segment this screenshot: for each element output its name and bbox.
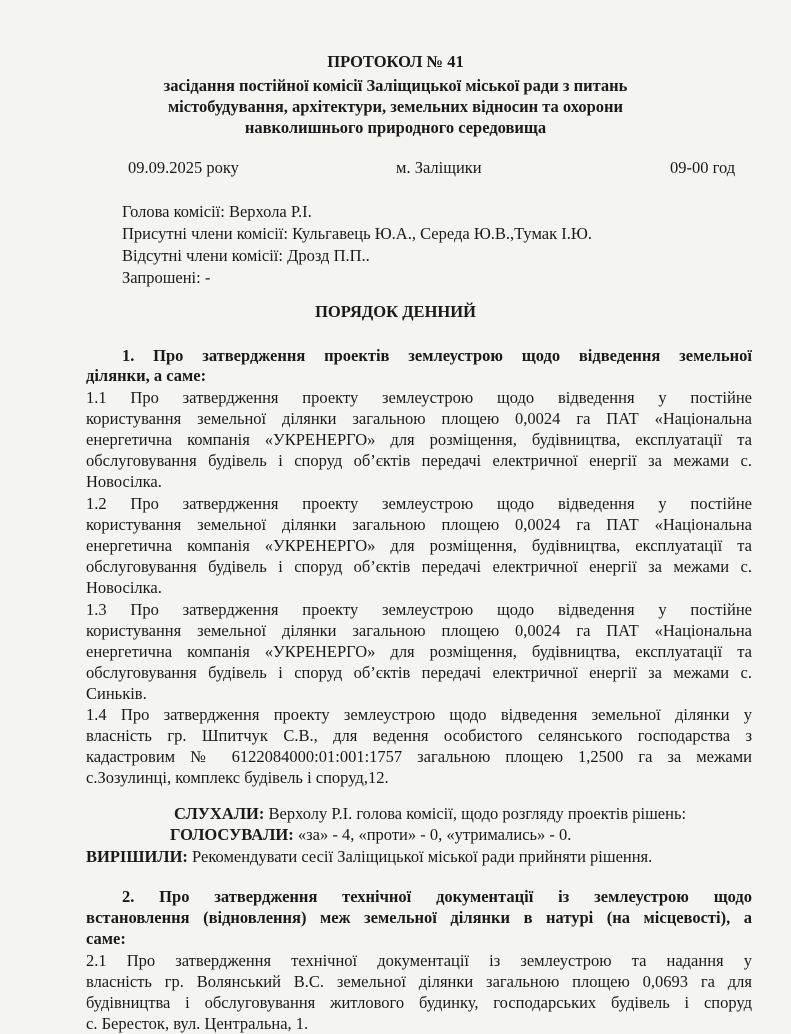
voted-line xyxy=(170,825,750,845)
voted-text: «за» - 4, «проти» - 0, «утримались» - 0. xyxy=(293,825,572,844)
heard-text: Верхолу Р.І. голова комісії, щодо розгляду проектів рішень: xyxy=(264,804,687,823)
item1-3-text: обслуговування будівель і споруд об’єктів передачі електричної енергії за межами с. xyxy=(86,663,752,682)
item1-2-text: 1.2 Про затвердження проекту землеустрою щодо відведення у постійне xyxy=(86,494,752,513)
present-members-line: Присутні члени комісії: Кульгавець Ю.А., Середа Ю.В.,Тумак І.Ю. xyxy=(122,224,592,243)
item1-1-text: обслуговування будівель і споруд об’єктів передачі електричної енергії за межами с. xyxy=(86,451,752,470)
invited-line: Запрошені: - xyxy=(122,268,211,287)
item1-4-text: 1.4 Про затвердження проекту землеустрою щодо відведення земельної ділянки у xyxy=(86,705,752,724)
meeting-time: 09-00 год xyxy=(670,158,736,177)
item2-1-text: 2.1 Про затвердження технічної документації із землеустрою та надання у xyxy=(86,951,752,970)
item2-1-text: власність гр. Волянський В.С. земельної ділянки загальною площею 0,0693 га для xyxy=(86,972,752,991)
item1-1-text: енергетична компанія «УКРЕНЕРГО» для розміщення, будівництва, експлуатації та xyxy=(86,430,752,449)
subtitle-line: навколишнього природного середовища xyxy=(244,118,547,137)
heard-label: СЛУХАЛИ: xyxy=(174,804,265,823)
subtitle-line: містобудування, архітектури, земельних відносин та охорони xyxy=(167,97,624,116)
item1-3-text: енергетична компанія «УКРЕНЕРГО» для розміщення, будівництва, експлуатації та xyxy=(86,642,752,661)
item2-heading: 2. Про затвердження технічної документації із землеустрою щодо xyxy=(122,887,752,906)
item1-3-text: Синьків. xyxy=(86,684,147,703)
item1-2-text: обслуговування будівель і споруд об’єктів передачі електричної енергії за межами с. xyxy=(86,557,752,576)
item1-1-text: Новосілка. xyxy=(86,472,162,491)
item1-heading: 1. Про затвердження проектів землеустрою щодо відведення земельної xyxy=(122,346,752,365)
item1-2-text: Новосілка. xyxy=(86,578,162,597)
document-title: ПРОТОКОЛ № 41 xyxy=(327,52,464,71)
item1-3-text: 1.3 Про затвердження проекту землеустрою щодо відведення у постійне xyxy=(86,600,752,619)
item1-4-text: кадастровим № 6122084000:01:001:1757 загальною площею 1,2500 га за межами xyxy=(86,747,752,766)
item1-2-text: користування земельної ділянки загальною площею 0,0024 га ПАТ «Національна xyxy=(86,515,752,534)
item2-1-text: с. Бересток, вул. Центральна, 1. xyxy=(86,1014,309,1033)
voted-label: ГОЛОСУВАЛИ: xyxy=(170,825,294,844)
subtitle-line: засідання постійної комісії Заліщицької міської ради з питань xyxy=(163,76,628,95)
chair-line: Голова комісії: Верхола Р.І. xyxy=(122,202,312,221)
agenda-title: ПОРЯДОК ДЕННИЙ xyxy=(315,302,476,321)
item1-4-text: власність гр. Шпитчук С.В., для ведення особистого селянського господарства з xyxy=(86,726,752,745)
item1-4-text: с.Зозулинці, комплекс будівель і споруд,12. xyxy=(86,768,389,787)
item2-1-text: будівництва і обслуговування житлового будинку, господарських будівель і споруд xyxy=(86,993,752,1012)
decided-text: Рекомендувати сесії Заліщицької міської ради прийняти рішення. xyxy=(187,847,653,866)
item2-heading: саме: xyxy=(86,929,126,948)
item1-1-text: 1.1 Про затвердження проекту землеустрою щодо відведення у постійне xyxy=(86,388,752,407)
decided-label: ВИРІШИЛИ: xyxy=(86,847,188,866)
item1-2-text: енергетична компанія «УКРЕНЕРГО» для розміщення, будівництва, експлуатації та xyxy=(86,536,752,555)
heard-line xyxy=(174,804,754,824)
item1-heading: ділянки, а саме: xyxy=(86,366,207,385)
item2-heading: встановлення (відновлення) меж земельної ділянки в натурі (на місцевості), а xyxy=(86,908,752,927)
item1-3-text: користування земельної ділянки загальною площею 0,0024 га ПАТ «Національна xyxy=(86,621,752,640)
item1-1-text: користування земельної ділянки загальною площею 0,0024 га ПАТ «Національна xyxy=(86,409,752,428)
absent-members-line: Відсутні члени комісії: Дрозд П.П.. xyxy=(122,246,370,265)
meeting-date: 09.09.2025 року xyxy=(128,158,239,177)
decided-line xyxy=(86,847,752,867)
meeting-place: м. Заліщики xyxy=(396,158,482,177)
